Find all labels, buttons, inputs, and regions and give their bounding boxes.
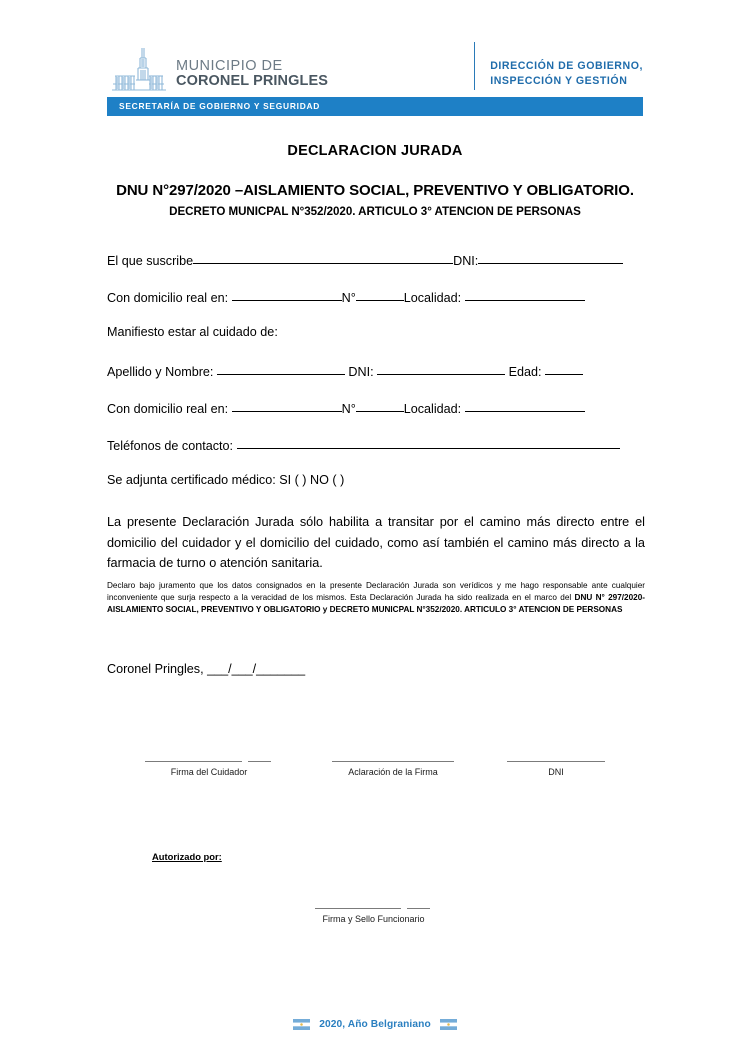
signature-rule-short [248, 761, 271, 762]
input-dni-cuidado[interactable] [377, 363, 505, 375]
form-row-domicilio-cuidador [107, 289, 643, 326]
document-header [107, 40, 643, 118]
sworn-statement-fineprint [107, 580, 645, 616]
form-row-certificado-medico [107, 474, 643, 511]
label-domicilio-real-cuidado: Con domicilio real en: [107, 402, 232, 416]
label-localidad: Localidad: [403, 291, 465, 305]
signature-line-cuidador[interactable] [145, 752, 305, 762]
signature-row [107, 752, 645, 782]
input-localidad-cuidador[interactable] [465, 289, 585, 301]
signature-label-dni: DNI [548, 767, 564, 777]
signature-line-funcionario[interactable] [315, 899, 475, 909]
signature-label-aclaracion: Aclaración de la Firma [348, 767, 438, 777]
authorized-by-label: Autorizado por: [152, 851, 222, 862]
signature-block-cuidador [145, 752, 305, 777]
logo-line-coronel-pringles: CORONEL PRINGLES [176, 72, 328, 89]
label-el-que-suscribe: El que suscribe [107, 254, 194, 268]
signature-rule-long [315, 908, 401, 909]
argentina-flag-icon [440, 1019, 457, 1030]
form-row-suscribe [107, 252, 643, 289]
argentina-flag-icon [293, 1019, 310, 1030]
label-certificado-medico[interactable]: Se adjunta certificado médico: SI ( ) NO ( ) [107, 473, 345, 487]
signature-label-cuidador: Firma del Cuidador [170, 767, 248, 777]
label-localidad-cuidado: Localidad: [403, 402, 465, 416]
document-footer [0, 1019, 750, 1030]
input-apellido-nombre-cuidado[interactable] [217, 363, 345, 375]
date-line[interactable]: Coronel Pringles, ___/___/_______ [107, 662, 306, 676]
label-numero: N° [341, 291, 356, 305]
form-row-telefonos [107, 437, 643, 474]
signature-block-aclaracion [332, 752, 512, 777]
signature-rule-long [507, 761, 605, 762]
label-telefonos-contacto: Teléfonos de contacto: [107, 439, 237, 453]
header-department [474, 40, 643, 95]
label-numero-cuidado: N° [341, 402, 356, 416]
input-domicilio-cuidado[interactable] [232, 400, 342, 412]
input-localidad-cuidado[interactable] [465, 400, 585, 412]
municipality-logo [107, 40, 328, 92]
form-row-domicilio-cuidado [107, 400, 643, 437]
input-edad-cuidado[interactable] [545, 363, 583, 375]
logo-line-municipio: MUNICIPIO DE [176, 57, 283, 74]
signature-block-funcionario [315, 899, 475, 924]
document-subtitle-secondary: DECRETO MUNICPAL N°352/2020. ARTICULO 3° ATENCION DE PERSONAS [169, 205, 581, 218]
signature-line-dni[interactable] [507, 752, 687, 762]
label-domicilio-real: Con domicilio real en: [107, 291, 232, 305]
label-apellido-nombre: Apellido y Nombre: [107, 365, 217, 379]
signature-line-aclaracion[interactable] [332, 752, 512, 762]
label-edad: Edad: [505, 365, 546, 379]
secretariat-banner-label: SECRETARÍA DE GOBIERNO Y SEGURIDAD [119, 101, 321, 111]
signature-label-funcionario: Firma y Sello Funcionario [322, 914, 425, 924]
input-numero-cuidado[interactable] [356, 400, 404, 412]
label-dni-suscriptor: DNI: [453, 254, 479, 268]
declaration-paragraph: La presente Declaración Jurada sólo habilita a transitar por el camino más directo entre el domicilio del cuidador y el domicilio del cuidado, como así también el camino más directo a la farmacia de turno o atención sanitaria. [107, 515, 645, 571]
secretariat-banner [107, 97, 643, 116]
document-subtitle-primary: DNU N°297/2020 –AISLAMIENTO SOCIAL, PREVENTIVO Y OBLIGATORIO. [116, 182, 634, 199]
input-numero-cuidador[interactable] [356, 289, 404, 301]
input-nombre-suscriptor[interactable] [193, 252, 453, 264]
input-telefonos-contacto[interactable] [237, 437, 620, 449]
input-dni-suscriptor[interactable] [478, 252, 623, 264]
fineprint-bold-text: DNU N° 297/2020-AISLAMIENTO SOCIAL, PREVENTIVO Y OBLIGATORIO y DECRETO MUNICPAL N°352/2020. ARTICULO 3° ATENCION DE PERSONAS [107, 593, 645, 615]
signature-block-dni [507, 752, 687, 777]
fineprint-normal-text: Declaro bajo juramento que los datos consignados en la presente Declaración Jurada son verídicos y me hago responsable ante cualquier inconveniente que surja respecto a la veracidad de los mismos. Esta Declaración Jurada ha sido realizada en el marco del [107, 581, 645, 603]
signature-rule-long [332, 761, 454, 762]
label-manifiesto-cuidado: Manifiesto estar al cuidado de: [107, 325, 278, 339]
form-row-manifiesto [107, 326, 643, 363]
declaration-form [107, 252, 643, 511]
form-row-apellido-nombre [107, 363, 643, 400]
header-vertical-divider [474, 42, 475, 90]
signature-rule-short [407, 908, 430, 909]
municipal-building-icon [107, 46, 169, 92]
input-domicilio-cuidador[interactable] [232, 289, 342, 301]
footer-slogan: 2020, Año Belgraniano [319, 1019, 431, 1030]
department-line-1: DIRECCIÓN DE GOBIERNO, [490, 60, 643, 72]
signature-rule-long [145, 761, 242, 762]
page-title: DECLARACION JURADA [287, 143, 463, 159]
department-line-2: INSPECCIÓN Y GESTIÓN [490, 75, 628, 88]
label-dni-cuidado: DNI: [344, 365, 378, 379]
